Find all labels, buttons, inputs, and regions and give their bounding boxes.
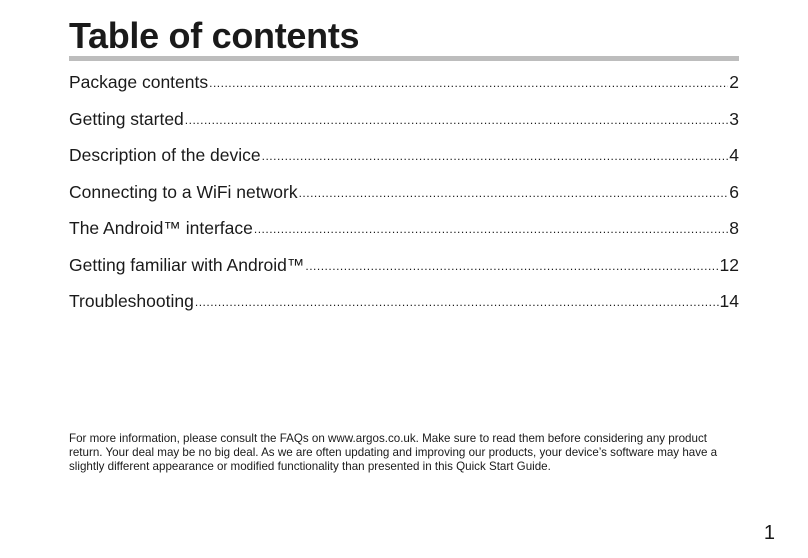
toc-entry-getting-started[interactable] [69, 101, 739, 138]
toc-dot-leader [254, 211, 728, 248]
toc-list [69, 64, 739, 320]
toc-page-number: 14 [719, 291, 739, 311]
toc-label: Troubleshooting [69, 291, 194, 311]
title-rule [69, 56, 739, 61]
toc-page-number: 3 [729, 108, 739, 129]
toc-dot-leader [305, 248, 718, 285]
toc-entry-android-interface[interactable] [69, 210, 739, 247]
toc-label: Package contents [69, 72, 209, 92]
toc-label: Connecting to a WiFi network [69, 181, 298, 202]
toc-label: Getting familiar with Android™ [69, 254, 305, 275]
toc-dot-leader [185, 102, 728, 139]
toc-entry-package-contents[interactable] [69, 64, 739, 101]
toc-page-number: 4 [729, 145, 739, 165]
toc-dot-leader [262, 138, 729, 175]
toc-label: The Android™ interface [69, 218, 253, 238]
toc-page-number: 12 [719, 254, 739, 275]
page-number: 1 [763, 522, 775, 544]
toc-entry-connecting-to-wifi[interactable] [69, 174, 739, 211]
toc-page-number: 6 [729, 181, 739, 202]
toc-page-number: 8 [729, 218, 739, 238]
toc-dot-leader [195, 284, 719, 321]
toc-page-number: 2 [729, 72, 739, 92]
page-title: Table of contents [69, 15, 360, 56]
footer-note: For more information, please consult the FAQs on www.argos.co.uk. Make sure to read them before considering any product return. Your deal may be no big deal. As we are often updating and improving our products, your device’s software may have a slightly different appearance or modified functionality than presented in this Quick Start Guide. [69, 432, 718, 473]
toc-dot-leader [209, 65, 728, 102]
toc-label: Description of the device [69, 145, 261, 165]
toc-entry-description-of-the-device[interactable] [69, 137, 739, 174]
toc-entry-getting-familiar-with-android[interactable] [69, 247, 739, 284]
toc-label: Getting started [69, 108, 184, 129]
toc-dot-leader [299, 175, 729, 212]
toc-entry-troubleshooting[interactable] [69, 283, 739, 320]
